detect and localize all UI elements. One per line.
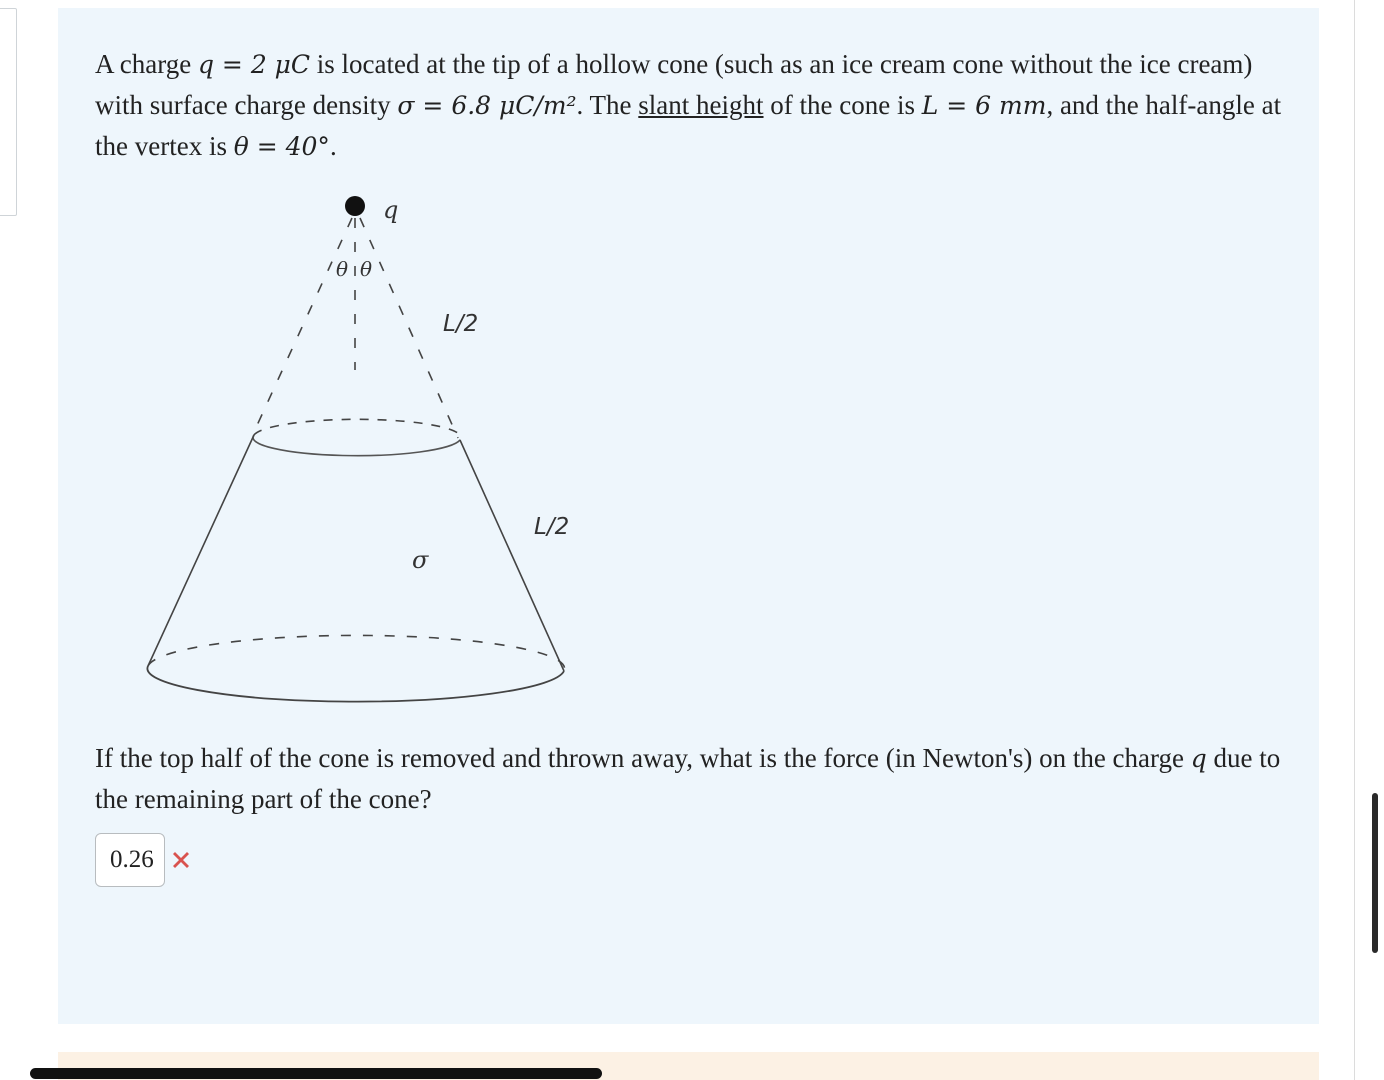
question-prompt [95,738,1285,819]
upper-length-label: L/2 [443,311,479,337]
surface-density-equation: σ = 6.8 μC/m² [397,91,577,120]
middle-ellipse-back [254,419,461,440]
problem-text-segment: of the cone is [763,90,922,120]
lower-left-side [148,435,254,666]
answer-row [95,832,193,888]
theta-left-label: θ [336,257,349,281]
middle-ellipse-front [253,435,460,456]
sigma-label: σ [412,546,429,574]
cone-diagram [138,188,598,718]
vertical-scrollbar[interactable] [1372,793,1378,953]
charge-symbol: q [1190,744,1207,773]
x-mark-icon [169,848,193,872]
problem-text-segment: . [329,131,337,161]
problem-text-segment: is located at the tip of a hollow cone (such as an ice cream cone without the ice cream) with surface charge density [95,49,1253,120]
horizontal-scrollbar[interactable] [30,1068,602,1079]
base-ellipse-front [147,666,564,702]
lower-length-label: L/2 [534,514,570,540]
upper-left-side [254,218,352,432]
slant-height-link[interactable]: slant height [638,90,764,120]
theta-right-label: θ [360,257,373,281]
problem-text-segment: . The [576,90,639,120]
length-equation: L = 6 mm [921,91,1047,120]
problem-text-segment: A charge [95,49,198,79]
problem-statement [95,44,1285,167]
question-card [58,8,1319,1024]
question-text-segment: If the top half of the cone is removed and thrown away, what is the force (in Newton's) on the charge [95,743,1191,773]
charge-label: q [383,196,399,224]
side-panel-tab[interactable] [0,8,17,216]
problem-text-segment: , and the half-angle at the vertex is [95,90,1282,161]
answer-input[interactable] [95,833,165,887]
lower-right-side [460,440,564,671]
base-ellipse-back [148,635,565,671]
charge-dot [345,196,365,216]
angle-equation: θ = 40° [233,132,330,161]
page-divider [1354,0,1355,1080]
charge-equation: q = 2 μC [197,50,311,79]
question-text-segment: due to the remaining part of the cone? [95,743,1281,814]
